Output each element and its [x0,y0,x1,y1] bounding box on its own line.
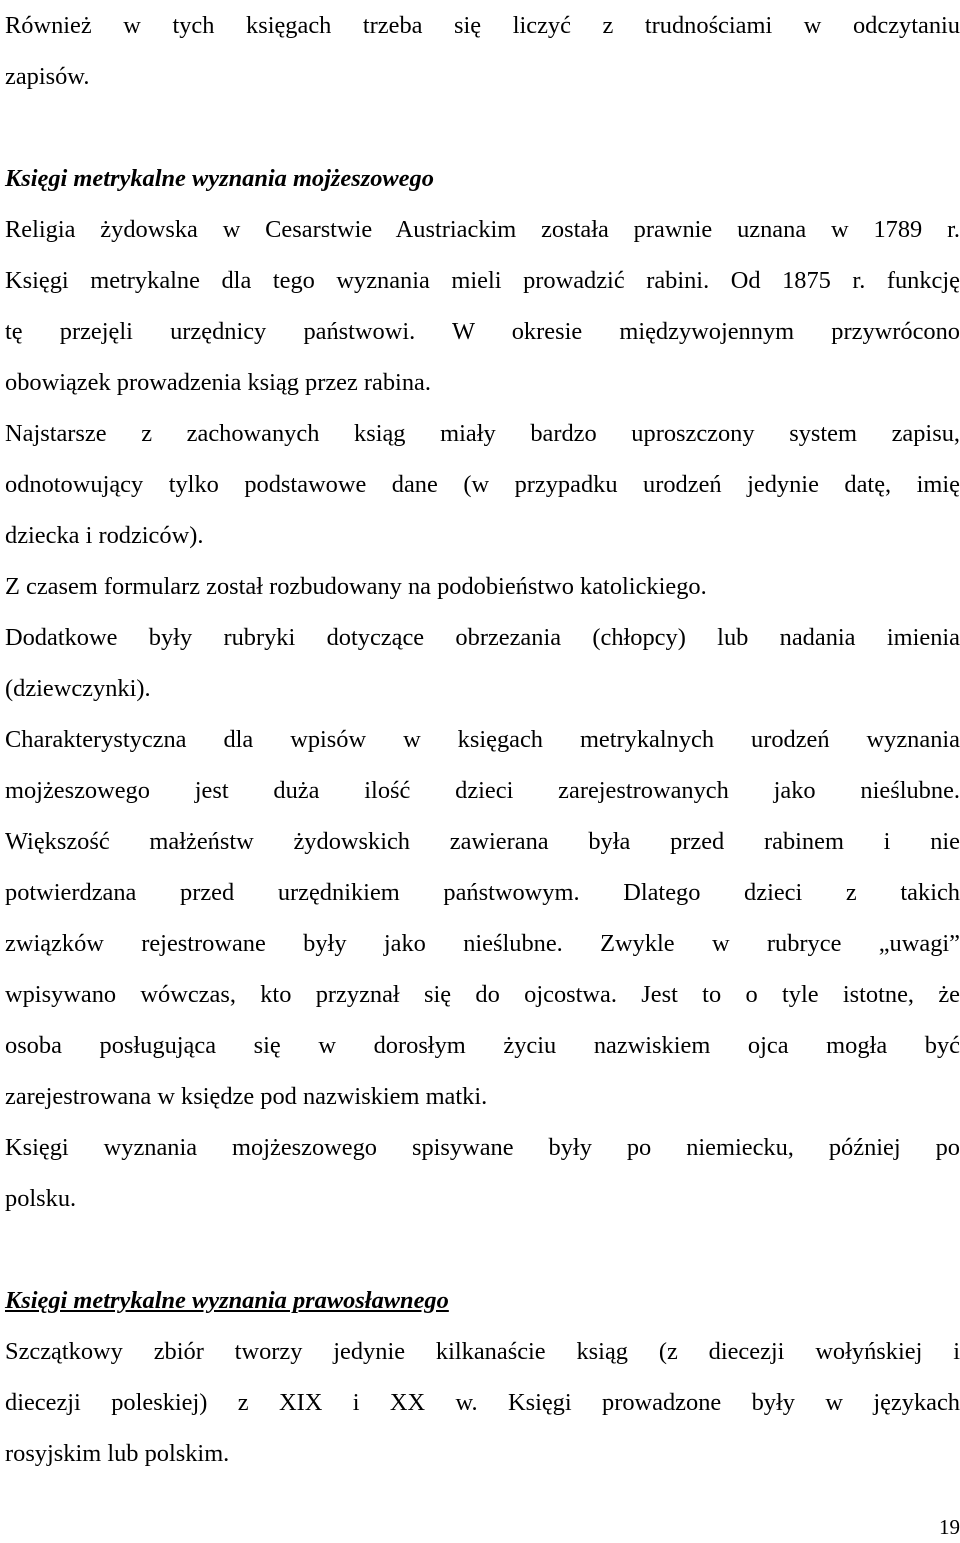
paragraph [5,1122,960,1224]
text-line: dziecka i rodziców). [5,522,204,549]
text-line: zarejestrowana w księdze pod nazwiskiem matki. [5,1083,488,1110]
text-line: Charakterystyczna dla wpisów w księgach metrykalnych urodzeń wyznania [5,726,960,753]
page-number: 19 [939,1515,960,1539]
text-line: (dziewczynki). [5,675,151,702]
paragraph [5,204,960,408]
text-line: odnotowujący tylko podstawowe dane (w przypadku urodzeń jedynie datę, imię [5,471,960,498]
text-line: związków rejestrowane były jako nieślubne. Zwykle w rubryce „uwagi” [5,930,960,957]
intro-paragraph [5,0,960,102]
text-line: diecezji poleskiej) z XIX i XX w. Księgi prowadzone były w językach [5,1389,960,1416]
paragraph [5,408,960,561]
text-line: Również w tych księgach trzeba się liczyć z trudnościami w odczytaniu [5,12,960,39]
spacer [5,1224,960,1275]
text-line: rosyjskim lub polskim. [5,1440,230,1467]
text-line: Religia żydowska w Cesarstwie Austriackim została prawnie uznana w 1789 r. [5,216,960,243]
paragraph [5,714,960,1122]
section-heading-jewish-records: Księgi metrykalne wyznania mojżeszowego [5,165,434,192]
text-line: Księgi wyznania mojżeszowego spisywane były po niemiecku, później po [5,1134,960,1161]
spacer [5,102,960,153]
paragraph [5,612,960,714]
text-line: Księgi metrykalne dla tego wyznania mieli prowadzić rabini. Od 1875 r. funkcję [5,267,960,294]
text-line: osoba posługująca się w dorosłym życiu nazwiskiem ojca mogła być [5,1032,960,1059]
paragraph [5,1326,960,1479]
text-line: Najstarsze z zachowanych ksiąg miały bardzo uproszczony system zapisu, [5,420,960,447]
text-line: Szczątkowy zbiór tworzy jedynie kilkanaście ksiąg (z diecezji wołyńskiej i [5,1338,960,1365]
text-line: Dodatkowe były rubryki dotyczące obrzezania (chłopcy) lub nadania imienia [5,624,960,651]
paragraph [5,561,960,612]
text-line: polsku. [5,1185,77,1212]
text-line: tę przejęli urzędnicy państwowi. W okresie międzywojennym przywrócono [5,318,960,345]
text-line: mojżeszowego jest duża ilość dzieci zarejestrowanych jako nieślubne. [5,777,960,804]
text-line: Z czasem formularz został rozbudowany na podobieństwo katolickiego. [5,573,707,600]
document-page [5,0,960,1479]
text-line: Większość małżeństw żydowskich zawierana była przed rabinem i nie [5,828,960,855]
text-line: wpisywano wówczas, kto przyznał się do ojcostwa. Jest to o tyle istotne, że [5,981,960,1008]
text-line: obowiązek prowadzenia ksiąg przez rabina. [5,369,431,396]
text-line: potwierdzana przed urzędnikiem państwowym. Dlatego dzieci z takich [5,879,960,906]
text-line: zapisów. [5,63,90,90]
section-heading-orthodox-records: Księgi metrykalne wyznania prawosławnego [5,1287,449,1314]
